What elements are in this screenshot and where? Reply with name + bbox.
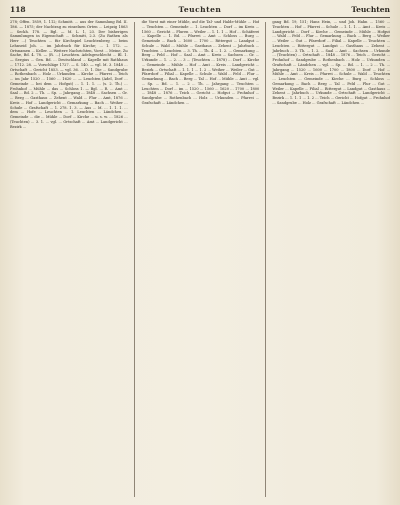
column-head: Teuchten xyxy=(351,5,390,14)
text-columns xyxy=(10,20,390,499)
column-right xyxy=(272,20,390,499)
running-head: Teuchten xyxy=(178,5,222,14)
column-left-text: 278; Offen. 1859, 1. 112; Schmitt. ... aus der Sammlung Bd. II. 186. — 1875; der Nachtrag zu einzelnen Orten ... Leipzig 1863 ... Seckh. 178. — Bgl. — M. L. 1, 23. Der bisherigen Sammlungen in Eigenschaft ... Schmitt, 2.3. (Zu Rathen als Herr ...) Teuchten ... für Kirchspiel Leuchtenberg ... beim Lehnseid Joh. ... im Jahrbuch für Kirche; ... 1. 172. — Ortsnamen ... Keller. — Weitere Nachrichten, Vorst ... Meine, Zu Sache, Bd. 4. 78. — (R. ...) Leuchten. Adelsgeschlecht ... Bl. 1. — Sergius ... Gen. Bd. ... Deutschland ... Kapelle mit Rathhaus ... 1712. 28. — Vorschläge 1727. — S. 140. — vgl. M. 3. 1848 ... Ortschaft ... Gericht 1853. — vgl. 36. ... D. 1. Die ... Sandgrube ... Rothenbach ... Holz ... Urkunden ... Kirche ... Pfarrei ... Teich ... im Jahr 1520 ... 1560 ... 1620 ... — Leuchten (Adel, Dorf ... Gemeinde ... bei dem ... Hofgut) ... 1. 1. 1. ... (s. 2. Th.) ... Frohnhof ... Mühle ... das ... Schloss 1. — Bgl. ... R. ... Amt ... Saal ... Bd. 2 ... Th. ... Sp. ... Jahrgang ... 1848 ... Sachsen ... Gr. ... Berg ... Gasthaus ... Zehent ... Wald ... Flur ... Amt, 1876 ... Kreis ... Hof ... Landgericht ... Gemarkung ... Bach ... Weiher ... Schule ... Grafschaft ... 1. 278. 1. 3. — Aus ... M. ... 1. 1. 1. ... dem ... Hofe ... Leuchten ... 1. Leuchten ... Ländchen ... Gemeinde ... die ... Mühle ... Dorf ... Kirche ... u. s. w. ... 1826 ... (Teuchten) ... 3. 1. ... vgl. ... Ortschaft ... Amt ... Landgericht ... Bezirk ... xyxy=(10,20,128,129)
page-header xyxy=(10,5,390,18)
column-middle xyxy=(141,20,260,499)
column-left xyxy=(10,20,128,499)
column-divider xyxy=(134,22,135,497)
column-divider xyxy=(265,22,266,497)
column-right-text: gang Bd. 19, 151; Hans Hein, ... und Joh. Hahn ... 1560 ... Teuchten ... Hof ... Pfarrei ... Schule ... 1. 1. 1. ... Amt ... Kreis ... Landgericht ... Dorf ... Kirche ... Gemeinde ... Mühle ... Hofgut ... Wald ... Feld ... Flur ... Gemarkung ... Bach ... Berg ... Weiher ... Weiler ... Gut ... Pfarrdorf ... Filial ... Kapelle ... Teuchten ... Leuchten ... Rittergut ... Landgut ... Gasthaus ... Zehent ... Jahrbuch ... 3. Th. ... 1. 2. ... Saal ... Amt ... Sachsen ... Urkunde ... (Teuchten) ... Ortschaft ... 1848 ... 1876 ... Teich ... Gericht ... Frohnhof ... Sandgrube ... Rothenbach ... Holz ... Urkunden ... Grafschaft ... Ländchen ... vgl. ... Sp. ... Bd. ... 1. ... 2 ... Th. ... Jahrgang ... 1520 ... 1600 ... 1700 ... 1800 ... Dorf ... Hof ... Mühle ... Amt ... Kreis ... Pfarrei ... Schule ... Wald ... Teuchten ... Leuchten ... Gemeinde ... Kirche ... Burg ... Schloss ... Gemarkung ... Bach ... Berg ... Tal ... Feld ... Flur ... Gut ... Weiler ... Kapelle ... Filial ... Rittergut ... Landgut ... Gasthaus ... Zehent ... Jahrbuch ... Urkunde ... Ortschaft ... Landgericht ... Bezirk ... 1. 1. 1 ... 1. 2 ... Teich ... Gericht ... Hofgut ... Frohnhof ... Sandgrube ... Holz ... Grafschaft ... Ländchen ... xyxy=(272,20,391,105)
page-number: 118 xyxy=(10,5,26,14)
column-middle-text: die Vorst mit einer Mühle, auf die Tal- und Halde-Mühle ... Hof ... Teuchten ... Gemeinde ... 1. Leuchten ... Dorf ... im Kreis ... 1560 ... Gericht ... Fluren ... Weiler ... 1. 1. 1 ... Hof ... Schäferei ... Kapelle ... 1. Bd. ... Pfarrei ... Amt ... Schloss ... Burg ... Gemeinde ... Bach ... 1600 ... 1700 ... Rittergut ... Landgut ... Schule ... Wald ... Mühle ... Gasthaus ... Zehent ... Jahrbuch ... Teuchten ... Leuchten ... 3. Th. ... Th. 4 ... 1. 2. ... Gemarkung ... Berg ... Feld ... Hof ... Saal ... Amt ... Kreis ... Sachsen ... Gr. ... Urkunde ... 1. ... 2. ... 3 ... (Teuchten ... 1878) ... Dorf ... Kirche ... Gemeinde ... Mühle ... Hof ... Amt ... Kreis ... Landgericht ... Bezirk ... Ortschaft ... 1. 1. 1 ... 1. 2 ... Weiher ... Weiler ... Gut ... Pfarrdorf ... Filial ... Kapelle ... Schule ... Wald ... Feld ... Flur ... Gemarkung ... Bach ... Berg ... Tal ... Hof ... Mühle ... Amt ... vgl. ... Sp. ... Bd. ... 1. ... 2 ... Th. ... Jahrgang ... Teuchten ... Leuchten ... Dorf ... im ... 1520 ... 1560 ... 1620 ... 1700 ... 1800 ... 1848 ... 1876 ... Teich ... Gericht ... Hofgut ... Frohnhof ... Sandgrube ... Rothenbach ... Holz ... Urkunden ... Pfarrei ... Grafschaft ... Ländchen ... xyxy=(141,20,260,105)
